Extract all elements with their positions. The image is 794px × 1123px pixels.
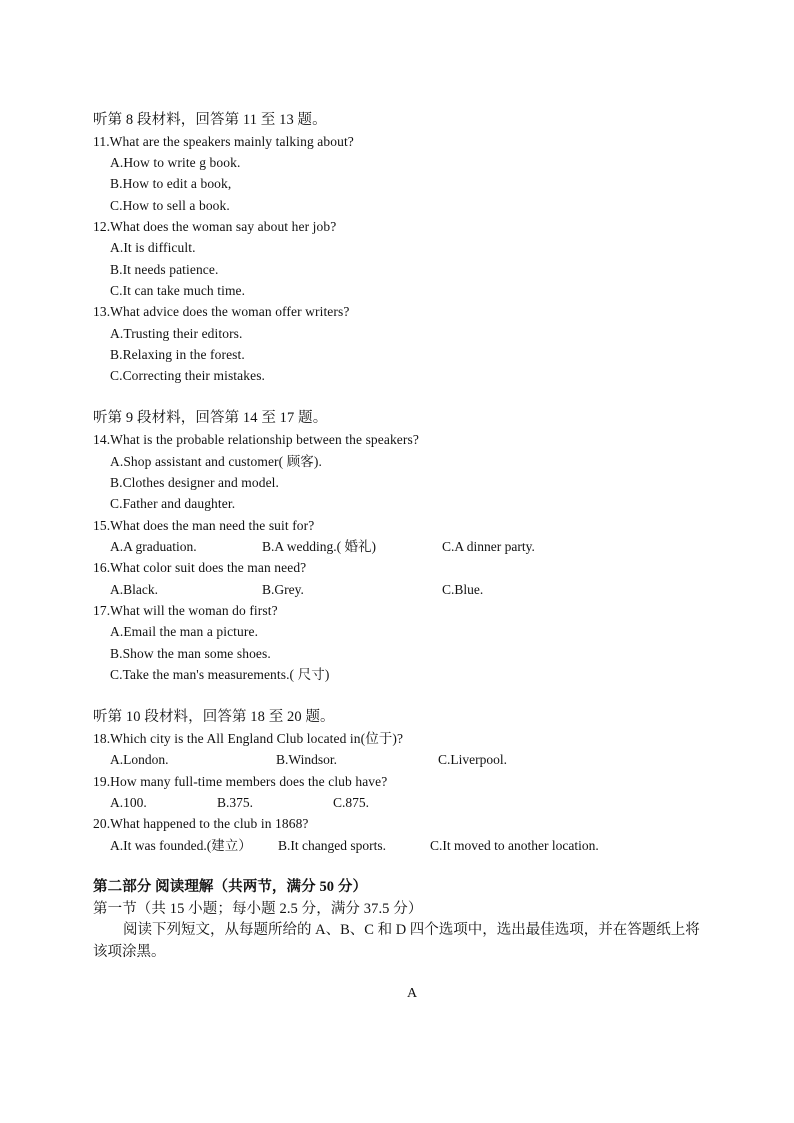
- question-13: 13.What advice does the woman offer writers?: [93, 304, 350, 319]
- part-2-subtitle: 第一节（共 15 小题；每小题 2.5 分，满分 37.5 分）: [93, 901, 423, 917]
- question-15: 15.What does the man need the suit for?: [93, 518, 315, 533]
- part-2-title: 第二部分 阅读理解（共两节，满分 50 分）: [93, 879, 368, 895]
- q12-option-c: C.It can take much time.: [110, 283, 246, 298]
- q12-option-b: B.It needs patience.: [110, 262, 219, 277]
- question-17: 17.What will the woman do first?: [93, 603, 278, 618]
- q11-option-b: B.How to edit a book,: [110, 176, 232, 191]
- q19-option-b: B.375.: [217, 795, 254, 810]
- q15-option-c: C.A dinner party.: [442, 539, 535, 554]
- q17-option-c: C.Take the man's measurements.( 尺寸): [110, 667, 330, 682]
- q15-option-b: B.A wedding.( 婚礼): [262, 539, 376, 554]
- question-18: 18.Which city is the All England Club located in(位于)?: [93, 731, 404, 746]
- q11-option-a: A.How to write g book.: [110, 155, 241, 170]
- q14-option-b: B.Clothes designer and model.: [110, 475, 279, 490]
- q13-option-a: A.Trusting their editors.: [110, 326, 243, 341]
- q18-option-c: C.Liverpool.: [438, 752, 507, 767]
- q13-option-b: B.Relaxing in the forest.: [110, 347, 245, 362]
- question-20: 20.What happened to the club in 1868?: [93, 816, 309, 831]
- section-9-heading: 听第 9 段材料，回答第 14 至 17 题。: [93, 410, 328, 426]
- q16-option-c: C.Blue.: [442, 582, 484, 597]
- q13-option-c: C.Correcting their mistakes.: [110, 368, 266, 383]
- q20-option-b: B.It changed sports.: [278, 838, 386, 853]
- q11-option-c: C.How to sell a book.: [110, 198, 230, 213]
- q20-option-c: C.It moved to another location.: [430, 838, 599, 853]
- question-11: 11.What are the speakers mainly talking about?: [93, 134, 354, 149]
- question-14: 14.What is the probable relationship between the speakers?: [93, 432, 419, 447]
- q18-option-a: A.London.: [110, 752, 169, 767]
- question-12: 12.What does the woman say about her job?: [93, 219, 337, 234]
- reading-instruction: 阅读下列短文，从每题所给的 A、B、C 和 D 四个选项中，选出最佳选项，并在答题纸上将该项涂黑。: [93, 922, 700, 960]
- q19-option-c: C.875.: [333, 795, 370, 810]
- section-10-heading: 听第 10 段材料，回答第 18 至 20 题。: [93, 709, 335, 725]
- q17-option-a: A.Email the man a picture.: [110, 624, 259, 639]
- question-16: 16.What color suit does the man need?: [93, 560, 307, 575]
- section-8-heading: 听第 8 段材料，回答第 11 至 13 题。: [93, 112, 327, 128]
- q18-option-b: B.Windsor.: [276, 752, 337, 767]
- q14-option-c: C.Father and daughter.: [110, 496, 236, 511]
- q16-option-a: A.Black.: [110, 582, 158, 597]
- question-19: 19.How many full-time members does the club have?: [93, 774, 388, 789]
- q17-option-b: B.Show the man some shoes.: [110, 646, 271, 661]
- q16-option-b: B.Grey.: [262, 582, 304, 597]
- q20-option-a: A.It was founded.(建立）: [110, 838, 252, 853]
- q19-option-a: A.100.: [110, 795, 147, 810]
- passage-label: A: [406, 986, 418, 1001]
- q15-option-a: A.A graduation.: [110, 539, 197, 554]
- q12-option-a: A.It is difficult.: [110, 240, 196, 255]
- q14-option-a: A.Shop assistant and customer( 顾客).: [110, 454, 322, 469]
